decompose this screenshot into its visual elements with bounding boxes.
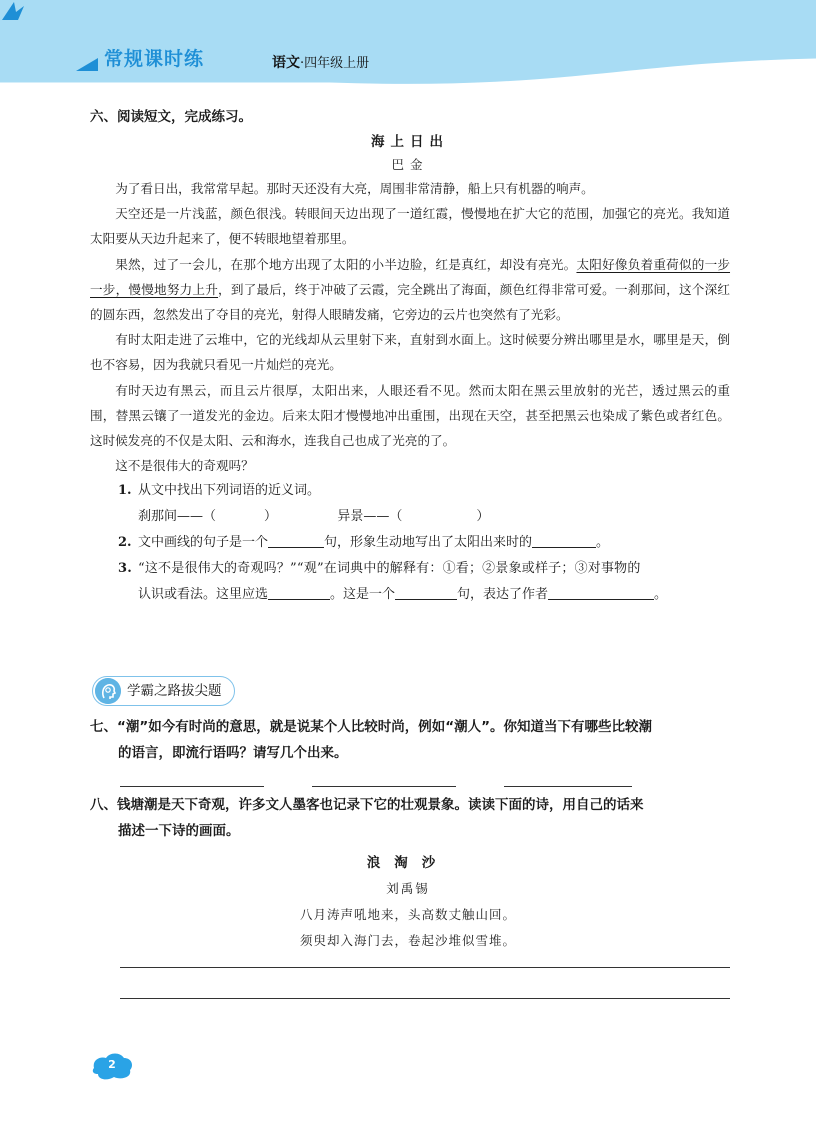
article-title: 海上日出 <box>371 134 449 150</box>
paragraph: 为了看日出，我常常早起。那时天还没有大亮，周围非常清静，船上只有机器的响声。 <box>115 181 594 196</box>
subject-grade <box>272 52 369 72</box>
close-paren: ） <box>476 509 490 525</box>
answer-blank[interactable] <box>268 585 330 600</box>
close-paren: ） <box>264 509 278 525</box>
question-3-text: 认识或看法。这里应选 <box>138 587 269 603</box>
header-triangle-icon <box>76 58 98 71</box>
paragraph: 有时太阳走进了云堆中，它的光线却从云里射下来，直射到水面上。这时候要分辨出哪里是水，哪里是天，倒也不容易，因为我就只看见一片灿烂的亮光。 <box>90 332 730 373</box>
section-7 <box>90 714 740 766</box>
question-3-end: 。 <box>654 587 668 603</box>
synonym-word-2: 异景——（ <box>337 509 403 525</box>
question-3-blanks <box>90 582 730 608</box>
head-brain-icon <box>95 678 121 704</box>
question-3 <box>90 556 730 582</box>
question-2-text: 句，形象生动地写出了太阳出来时的 <box>324 535 533 551</box>
answer-line[interactable] <box>120 786 264 787</box>
paragraph: 这不是很伟大的奇观吗？ <box>115 458 254 474</box>
answer-line[interactable] <box>120 967 730 968</box>
answer-line[interactable] <box>504 786 632 787</box>
subject-name: 语文 <box>272 55 300 71</box>
underlined-sentence: 太阳好像负着重荷似的一步一步，慢慢地努力上升 <box>90 256 731 297</box>
section-8 <box>90 792 740 954</box>
badge-label: 学霸之路拔尖题 <box>127 683 222 699</box>
answer-blank[interactable] <box>548 585 654 600</box>
paragraph-with-underline <box>90 252 730 328</box>
page-number-badge <box>90 1050 134 1082</box>
paragraph: 天空还是一片浅蓝，颜色很浅。转眼间天边出现了一道红霞，慢慢地在扩大它的范围，加强它的亮光。我知道太阳要从天边升起来了，便不转眼地望着那里。 <box>90 206 730 247</box>
answer-blank[interactable] <box>395 585 457 600</box>
article-author: 巴金 <box>391 157 429 172</box>
answer-line[interactable] <box>312 786 456 787</box>
para3-before: 果然，过了一会儿，在那个地方出现了太阳的小半边脸，红是真红，却没有亮光。 <box>115 256 577 272</box>
question-2-text: 文中画线的句子是一个 <box>138 535 269 551</box>
paragraph: 有时天边有黑云，而且云片很厚，太阳出来，人眼还看不见。然而太阳在黑云里放射的光芒，透过黑云的重围，替黑云镶了一道发光的金边。后来太阳才慢慢地冲出重围，出现在天空，甚至把黑云也染成了紫色或者红色。这时候发亮的不仅是太阳、云和海水，连我自己也成了光亮的了。 <box>90 382 730 449</box>
section-7-answer-lines <box>120 770 740 790</box>
question-number: 3. <box>118 561 132 577</box>
question-3-text: 句，表达了作者 <box>457 587 549 603</box>
poem-line: 须臾却入海门去，卷起沙堆似雪堆。 <box>299 933 516 948</box>
section-6 <box>90 104 730 608</box>
section-8-line1: 八、钱塘潮是天下奇观，许多文人墨客也记录下它的壮观景象。读读下面的诗，用自己的话来 <box>90 797 644 813</box>
synonym-word-1: 刹那间——（ <box>138 509 217 525</box>
answer-line[interactable] <box>120 998 730 999</box>
flag-icon <box>0 0 26 22</box>
page-number: 2 <box>108 1058 116 1071</box>
question-1-text: 从文中找出下列词语的近义词。 <box>138 483 321 499</box>
section-7-line2: 的语言，即流行语吗？请写几个出来。 <box>118 745 348 761</box>
grade-name: 四年级上册 <box>304 56 370 71</box>
question-3-text: “这不是很伟大的奇观吗？”“观”在词典中的解释有：①看；②景象或样子；③对事物的 <box>138 561 641 577</box>
poem-title: 浪淘沙 <box>366 855 450 871</box>
answer-blank[interactable] <box>268 533 324 548</box>
question-3-text: 。这是一个 <box>330 587 396 603</box>
answer-blank[interactable] <box>532 533 596 548</box>
challenge-badge <box>92 676 235 706</box>
question-number: 1. <box>118 483 132 499</box>
series-title: 常规课时练 <box>104 48 205 70</box>
poem-line: 八月涛声吼地来，头高数丈触山回。 <box>299 907 516 922</box>
poem-author: 刘禹锡 <box>386 881 430 896</box>
question-2 <box>90 530 730 556</box>
page-header <box>0 0 816 96</box>
para3-after: ，到了最后，终于冲破了云霞，完全跳出了海面，颜色红得非常可爱。一刹那间，这个深红的圆东西，忽然发出了夺目的亮光，射得人眼睛发痛，它旁边的云片也突然有了光彩。 <box>90 281 731 323</box>
section-7-line1: 七、“潮”如今有时尚的意思，就是说某个人比较时尚，例如“潮人”。你知道当下有哪些比较潮 <box>90 719 652 735</box>
question-1 <box>90 478 730 504</box>
question-number: 2. <box>118 535 132 551</box>
question-2-end: 。 <box>596 535 610 551</box>
subject-separator: · <box>300 56 305 71</box>
section-6-heading: 六、阅读短文，完成练习。 <box>90 109 252 125</box>
question-1-blanks <box>90 504 730 530</box>
section-8-line2: 描述一下诗的画面。 <box>118 823 240 839</box>
